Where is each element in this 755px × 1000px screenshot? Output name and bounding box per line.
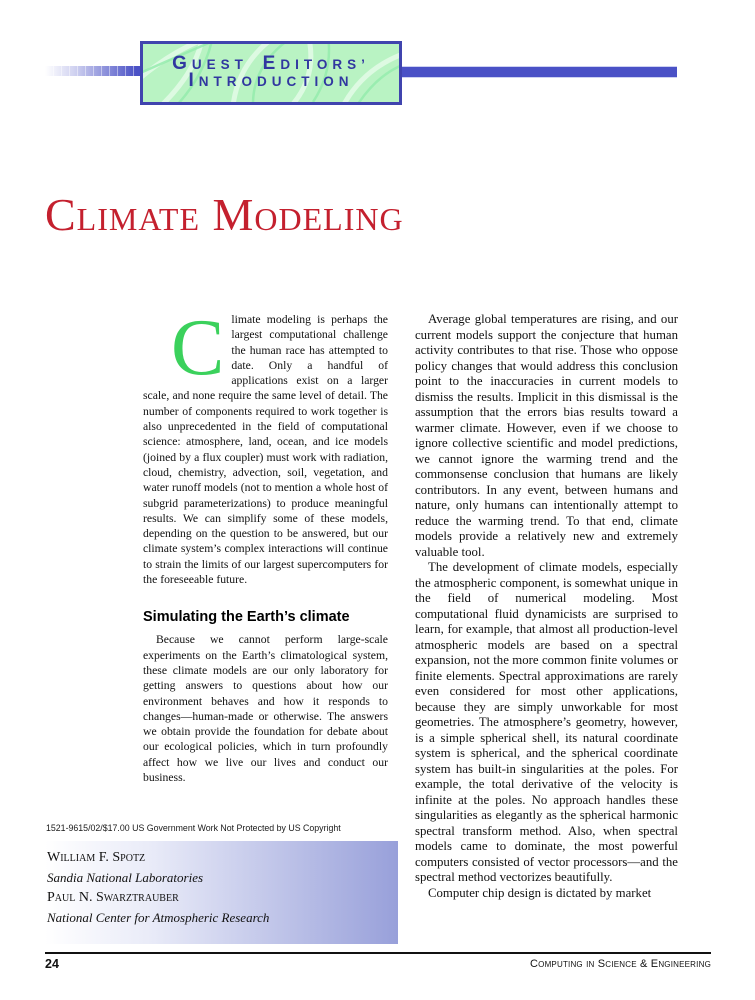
paragraph-simulating: Because we cannot perform large-scale experiments on the Earth’s climatological system, these climate models are our only laboratory for getting answers to questions about how our environment behaves and how it responds to changes—human-made or otherwise. The answers we obtain provide the foundation for debate about our ecological policies, which in turn profoundly affect how we live our lives and conduct our business. xyxy=(143,633,388,785)
paragraph-intro-text: limate modeling is perhaps the largest computational challenge the human race has attempted to date. Only a handful of applications exist on a larger scale, and none require the same level of detail. The number of components required to work together is also unprecedented in the field of computational science: atmosphere, land, ocean, and ice models (joined by a flux coupler) must work with radiation, cloud, chemistry, advection, soil, vegetation, and water runoff models (not to mention a whole host of subgrid parameterizations) to produce meaningful results. We can simplify some of these models, depending on the question to be answered, but our climate system’s complex interactions will continue to strain the limits of our largest supercomputers for the foreseeable future. xyxy=(143,313,388,587)
banner-gradient-bar-left xyxy=(45,66,141,76)
dropcap-letter: C xyxy=(171,304,225,392)
article-title: Climate Modeling xyxy=(45,189,404,240)
banner-bar-right xyxy=(400,66,677,78)
footer-rule xyxy=(45,952,711,954)
column-right xyxy=(415,312,678,901)
journal-name: Computing in Science & Engineering xyxy=(530,958,711,970)
author-name: Paul N. Swarztrauber xyxy=(47,890,179,905)
author-block xyxy=(45,841,398,944)
author-affiliation: Sandia National Laboratories xyxy=(47,870,204,885)
paragraph-temperatures: Average global temperatures are rising, and our current models support the conjecture that human activity contributes to that rise. Those who oppose policy changes that would address this conclusion point to the inaccuracies in current models to dismiss the results. Implicit in this dismissal is the assumption that the errors bias results toward a warmer climate. However, even if we choose to ignore collective scientific and model predictions, we cannot ignore the warming trend and the commonsense conclusion that humans are likely contributors. In any event, between humans and nature, only humans can intentionally attempt to reduce the warming trend. To that end, climate models provide a relatively new and extremely valuable tool. xyxy=(415,312,678,559)
author-affiliation: National Center for Atmospheric Research xyxy=(47,910,270,925)
column-left xyxy=(143,304,388,785)
guest-editors-banner xyxy=(140,41,402,105)
paragraph-development: The development of climate models, especially the atmospheric component, is somewhat unique in the field of numerical modeling. Most computational fluid dynamicists are surprised to learn, for example, that almost all production-level atmospheric models are based on a spectral expansion, not the more common finite volumes or finite elements. Spectral approximations are rarely even considered for most other applications, because they are simply unworkable for most geometries. The atmosphere’s geometry, however, is a simple spherical shell, its natural coordinate system is spherical, and the spherical coordinate system has built-in singularities at the poles. For example, the total derivative of the velocity is infinite at the poles. No approach handles these singularities as elegantly as the spherical harmonic spectral transform method. Also, when spectral models came to dominate, the most powerful computers consisted of vector processors—and the spectral method vectorizes beautifully. xyxy=(415,560,678,884)
copyright-line: 1521-9615/02/$17.00 US Government Work Not Protected by US Copyright xyxy=(46,823,341,833)
banner-line-2: INTRODUCTION xyxy=(188,70,354,91)
paragraph-intro xyxy=(143,304,388,587)
section-heading-simulating: Simulating the Earth’s climate xyxy=(143,609,350,626)
banner-line-1: GUEST EDITORS’ xyxy=(172,53,370,74)
author-name: William F. Spotz xyxy=(47,850,146,865)
paragraph-chip-design: Computer chip design is dictated by market xyxy=(428,885,652,900)
page-number: 24 xyxy=(45,957,59,971)
